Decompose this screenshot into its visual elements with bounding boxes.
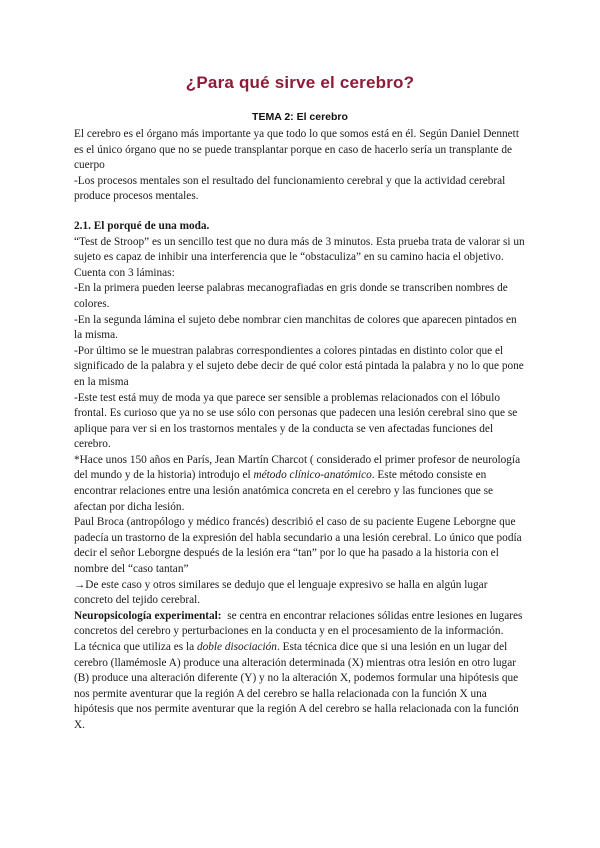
stroop-paragraph: -Por último se le muestran palabras correspondientes a colores pintadas en distinto color que el significado de la palabra y el sujeto debe decir de qué color está pintada la palabra y no lo que pone en la misma bbox=[74, 344, 524, 388]
document-body bbox=[74, 127, 526, 734]
disociacion-text-end: . Esta técnica dice que si una lesión en un lugar del cerebro (llamémosle A) produce una alteración determinada (X) mientras otra lesión en otro lugar (B) produce una alteración diferente (Y) y no la alteración X, podemos formular una hipótesis que nos permite aventurar que la región A del cerebro se halla relacionada con la función X una hipótesis que nos permite aventurar que la región A del cerebro se halla relacionada con la función X. bbox=[74, 641, 519, 731]
neuro-text: se centra en encontrar relaciones sólidas entre lesiones en lugares concretos del cerebro y perturbaciones en la conducta y en el procesamiento de la información. bbox=[74, 609, 526, 638]
stroop-paragraph: -Este test está muy de moda ya que parece ser sensible a problemas relacionados con el lóbulo frontal. Es curioso que ya no se use sólo con personas que padecen una lesión cerebral sino que se aplique para ver si en los trastornos mentales y de la conducta se ven afectadas funciones del cerebro. bbox=[74, 391, 518, 451]
neuro-label: Neuropsicología experimental: bbox=[74, 609, 222, 622]
broca-paragraph: Paul Broca (antropólogo y médico francés) describió el caso de su paciente Eugene Leborgne que padecía un trastorno de la expresión del habla secundario a una lesión cerebral. Lo único que podía decir el señor Leborgne después de la lesión era “tan” por lo que ha pasado a la historia con el nombre del “caso tantan” bbox=[74, 516, 522, 576]
stroop-paragraph: -En la primera pueden leerse palabras mecanografiadas en gris donde se transcriben nombres de colores. bbox=[74, 282, 508, 310]
disociacion-text: La técnica que utiliza es la bbox=[74, 641, 197, 653]
conclusion-paragraph: →De este caso y otros similares se dedujo que el lenguaje expresivo se halla en algún lugar concreto del tejido cerebral. bbox=[74, 578, 488, 607]
disociacion-paragraph bbox=[74, 640, 526, 734]
neuro-paragraph bbox=[74, 609, 526, 640]
charcot-method-term: método clínico-anatómico bbox=[253, 469, 372, 482]
stroop-paragraph: “Test de Stroop” es un sencillo test que no dura más de 3 minutos. Esta prueba trata de valorar si un sujeto es capaz de inhibir una interferencia que le “obstaculiza” en su camino hacia el objetivo. Cuenta con 3 láminas: bbox=[74, 235, 525, 279]
topic-subtitle: TEMA 2: El cerebro bbox=[252, 111, 348, 123]
disociacion-term: doble disociación bbox=[196, 641, 277, 653]
charcot-text-end: . Este método consiste en encontrar relaciones entre una lesión anatómica concreta en el cerebro y las funciones que se afectan por dicha lesión. bbox=[74, 469, 494, 513]
stroop-paragraph: -En la segunda lámina el sujeto debe nombrar cien manchitas de colores que aparecen pintados en la misma. bbox=[74, 313, 517, 342]
intro-paragraph: El cerebro es el órgano más importante ya que todo lo que somos está en él. Según Daniel Dennett es el único órgano que no se puede transplantar porque en caso de hacerlo sería un transplante de cuerpo bbox=[74, 128, 519, 172]
intro-paragraph: -Los procesos mentales son el resultado del funcionamiento cerebral y que la actividad cerebral produce procesos mentales. bbox=[74, 174, 506, 203]
page-title: ¿Para qué sirve el cerebro? bbox=[185, 73, 415, 92]
charcot-paragraph bbox=[74, 453, 526, 515]
section-heading: 2.1. El porqué de una moda. bbox=[74, 219, 210, 232]
charcot-text: *Hace unos 150 años en París, Jean Martín Charcot ( considerado el primer profesor de neurología del mundo y de la historia) introdujo el bbox=[74, 453, 521, 482]
